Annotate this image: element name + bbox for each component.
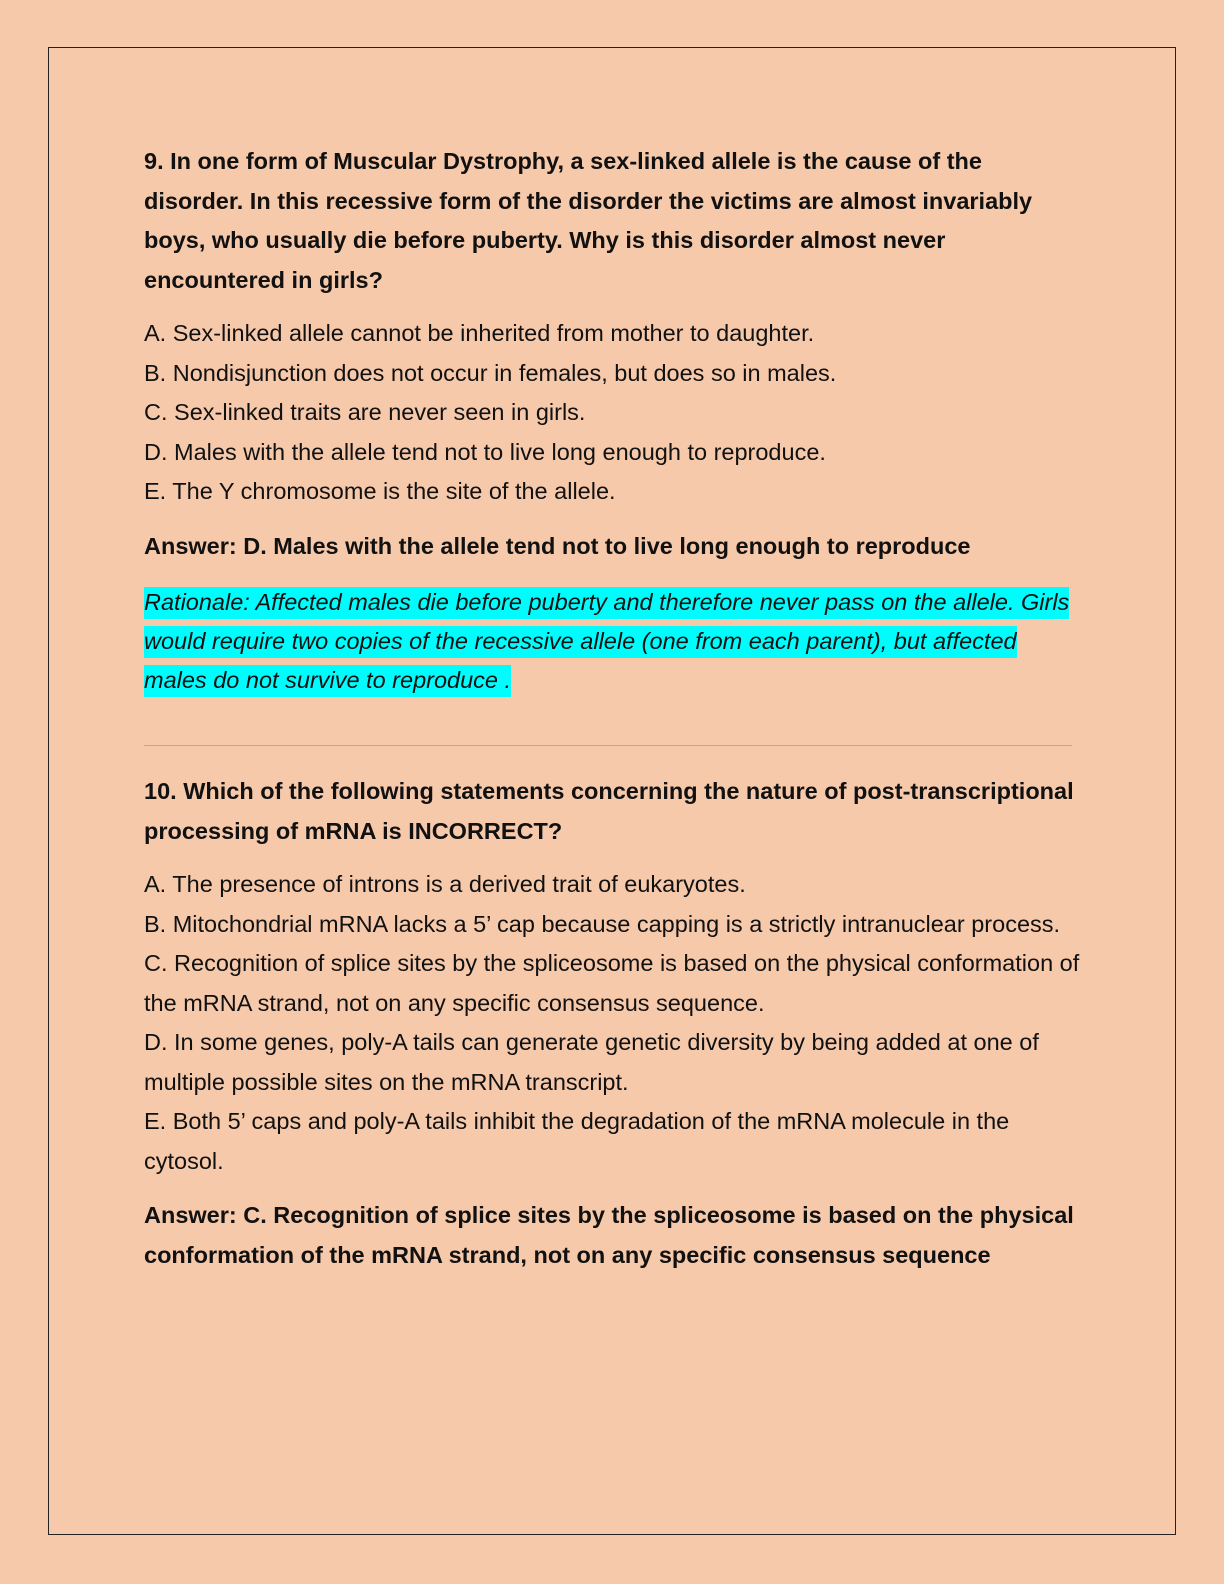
question-10-block [144,772,1084,1275]
question-9-options [144,314,1084,512]
rationale-text: Rationale: Affected males die before puberty and therefore never pass on the allele. Girls would require two copies of the recessive allele (one from each parent), but affected males do not survive to reproduce . [144,587,1069,697]
option-e: E. Both 5’ caps and poly-A tails inhibit the degradation of the mRNA molecule in the cytosol. [144,1108,1010,1174]
question-10-answer: Answer: C. Recognition of splice sites by the spliceosome is based on the physical conformation of the mRNA strand, not on any specific consensus sequence [144,1202,1074,1268]
document-content [144,142,1084,1275]
question-9-text: 9. In one form of Muscular Dystrophy, a sex-linked allele is the cause of the disorder. In this recessive form of the disorder the victims are almost invariably boys, who usually die before puberty. Why is this disorder almost never encountered in girls? [144,148,1033,293]
option-c: C. Recognition of splice sites by the spliceosome is based on the physical conformation of the mRNA strand, not on any specific consensus sequence. [144,950,1080,1016]
question-9-block [144,142,1084,700]
option-b: B. Mitochondrial mRNA lacks a 5’ cap because capping is a strictly intranuclear process. [144,910,1061,937]
section-divider [144,745,1072,746]
option-c: C. Sex-linked traits are never seen in girls. [144,399,586,425]
question-9-rationale [144,583,1084,700]
option-b: B. Nondisjunction does not occur in females, but does so in males. [144,359,837,386]
question-10-options [144,865,1084,1181]
option-a: A. Sex-linked allele cannot be inherited from mother to daughter. [144,320,815,346]
option-a: A. The presence of introns is a derived trait of eukaryotes. [144,871,746,897]
option-d: D. Males with the allele tend not to live long enough to reproduce. [144,438,826,465]
option-e: E. The Y chromosome is the site of the allele. [144,478,616,504]
question-9-answer: Answer: D. Males with the allele tend not to live long enough to reproduce [144,532,971,559]
option-d: D. In some genes, poly-A tails can generate genetic diversity by being added at one of multiple possible sites on the mRNA transcript. [144,1029,1039,1095]
question-10-text: 10. Which of the following statements concerning the nature of post-transcriptional processing of mRNA is INCORRECT? [144,778,1074,844]
